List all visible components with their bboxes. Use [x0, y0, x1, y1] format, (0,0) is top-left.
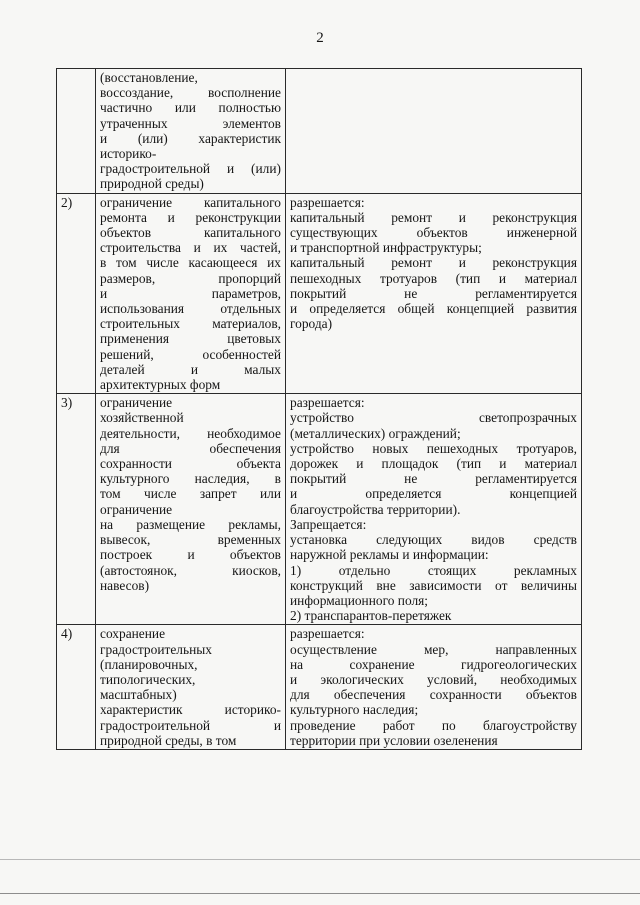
permission-line: 2) транспарантов-перетяжек	[290, 608, 452, 624]
restriction-line: вывесок, временных	[100, 532, 281, 548]
restriction-cell	[96, 625, 286, 750]
permission-line: покрытий не регламентируется	[290, 285, 577, 301]
row-number	[57, 69, 96, 194]
regulations-table	[56, 68, 582, 750]
restriction-line: ограничение капитального	[100, 194, 281, 210]
row-number: 3)	[57, 394, 96, 625]
page-bottom-edge	[0, 893, 640, 894]
restriction-line: деталей и малых	[100, 361, 281, 377]
restriction-line: природной среды)	[100, 176, 204, 192]
permission-line: существующих объектов инженерной	[290, 225, 577, 241]
permission-line: (металлических) ограждений;	[290, 425, 461, 441]
restriction-line: типологических,	[100, 671, 196, 687]
restriction-line: архитектурных форм	[100, 377, 221, 393]
permission-line: территории при условии озеленения	[290, 732, 498, 748]
restriction-line: историко-	[100, 146, 157, 162]
restriction-line: деятельности, необходимое	[100, 425, 281, 441]
table-row	[57, 625, 582, 750]
permission-line: пешеходных тротуаров (тип и материал	[290, 270, 577, 286]
restriction-line: использования отдельных	[100, 301, 281, 317]
permission-line: наружной рекламы и информации:	[290, 547, 489, 563]
restriction-line: утраченных элементов	[100, 115, 281, 131]
restriction-line: масштабных)	[100, 687, 177, 703]
restriction-line: решений, особенностей	[100, 346, 281, 362]
permission-cell	[286, 394, 582, 625]
permission-line: устройство светопрозрачных	[290, 410, 577, 426]
restriction-line: в том числе касающееся их	[100, 255, 281, 271]
table-row	[57, 193, 582, 394]
permission-line: и экологических условий, необходимых	[290, 671, 577, 687]
restriction-line: том числе запрет или	[100, 486, 281, 502]
permission-line: дорожек и площадок (тип и материал	[290, 456, 577, 472]
restriction-cell	[96, 193, 286, 394]
permission-cell	[286, 625, 582, 750]
restriction-line: ограничение	[100, 501, 173, 517]
restriction-cell	[96, 394, 286, 625]
page-number: 2	[316, 30, 324, 46]
table-row	[57, 394, 582, 625]
restriction-line: объектов капитального	[100, 225, 281, 241]
restriction-line: (восстановление,	[100, 70, 198, 85]
restriction-line: размеров, пропорций	[100, 270, 281, 286]
restriction-line: построек и объектов	[100, 547, 281, 563]
restriction-line: сохранности объекта	[100, 456, 281, 472]
permission-line: разрешается:	[290, 194, 365, 210]
permission-line: покрытий не регламентируется	[290, 471, 577, 487]
restriction-line: природной среды, в том	[100, 732, 237, 748]
permission-line: Запрещается:	[290, 516, 367, 532]
row-number: 4)	[57, 625, 96, 750]
restriction-line: градостроительной и	[100, 717, 281, 733]
restriction-line: на размещение рекламы,	[100, 516, 281, 532]
permission-line: на сохранение гидрогеологических	[290, 656, 577, 672]
restriction-line: и (или) характеристик	[100, 130, 281, 146]
restriction-line: (планировочных,	[100, 656, 198, 672]
permission-line: и определяется общей концепцией развития	[290, 301, 577, 317]
restriction-line: ограничение	[100, 395, 173, 411]
permission-cell	[286, 193, 582, 394]
permission-line: города)	[290, 316, 333, 332]
restriction-cell	[96, 69, 286, 194]
permission-line: благоустройства территории).	[290, 501, 461, 517]
restriction-line: характеристик историко-	[100, 702, 281, 718]
permission-line: разрешается:	[290, 395, 365, 411]
permission-line: осуществление мер, направленных	[290, 641, 577, 657]
restriction-line: применения цветовых	[100, 331, 281, 347]
permission-line: разрешается:	[290, 626, 365, 642]
table-row	[57, 69, 582, 194]
restriction-line: строительства и их частей,	[100, 240, 281, 256]
permission-line: устройство новых пешеходных тротуаров,	[290, 440, 577, 456]
restriction-line: воссоздание, восполнение	[100, 85, 281, 101]
restriction-line: (автостоянок, киосков,	[100, 562, 281, 578]
permission-line: капитальный ремонт и реконструкция	[290, 255, 577, 271]
permission-line: культурного наследия;	[290, 702, 419, 718]
restriction-line: и параметров,	[100, 285, 281, 301]
permission-line: и определяется концепцией	[290, 486, 577, 502]
permission-line: информационного поля;	[290, 592, 429, 608]
restriction-line: культурного наследия, в	[100, 471, 281, 487]
permission-line: капитальный ремонт и реконструкция	[290, 209, 577, 225]
restriction-line: навесов)	[100, 577, 150, 593]
permission-line: конструкций вне зависимости от величины	[290, 577, 577, 593]
table-body	[57, 69, 582, 750]
restriction-line: градостроительной и (или)	[100, 161, 281, 177]
restriction-line: строительных материалов,	[100, 316, 281, 332]
permission-line: установка следующих видов средств	[290, 532, 577, 548]
page-bottom-line	[0, 859, 640, 860]
permission-line: и транспортной инфраструктуры;	[290, 240, 482, 256]
permission-line: для обеспечения сохранности объектов	[290, 687, 577, 703]
restriction-line: сохранение	[100, 626, 166, 642]
restriction-line: хозяйственной	[100, 410, 184, 426]
row-number: 2)	[57, 193, 96, 394]
permission-cell	[286, 69, 582, 194]
restriction-line: градостроительных	[100, 641, 212, 657]
permission-line: проведение работ по благоустройству	[290, 717, 577, 733]
permission-line: 1) отдельно стоящих рекламных	[290, 562, 577, 578]
restriction-line: частично или полностью	[100, 100, 281, 116]
restriction-line: ремонта и реконструкции	[100, 209, 281, 225]
restriction-line: для обеспечения	[100, 440, 281, 456]
